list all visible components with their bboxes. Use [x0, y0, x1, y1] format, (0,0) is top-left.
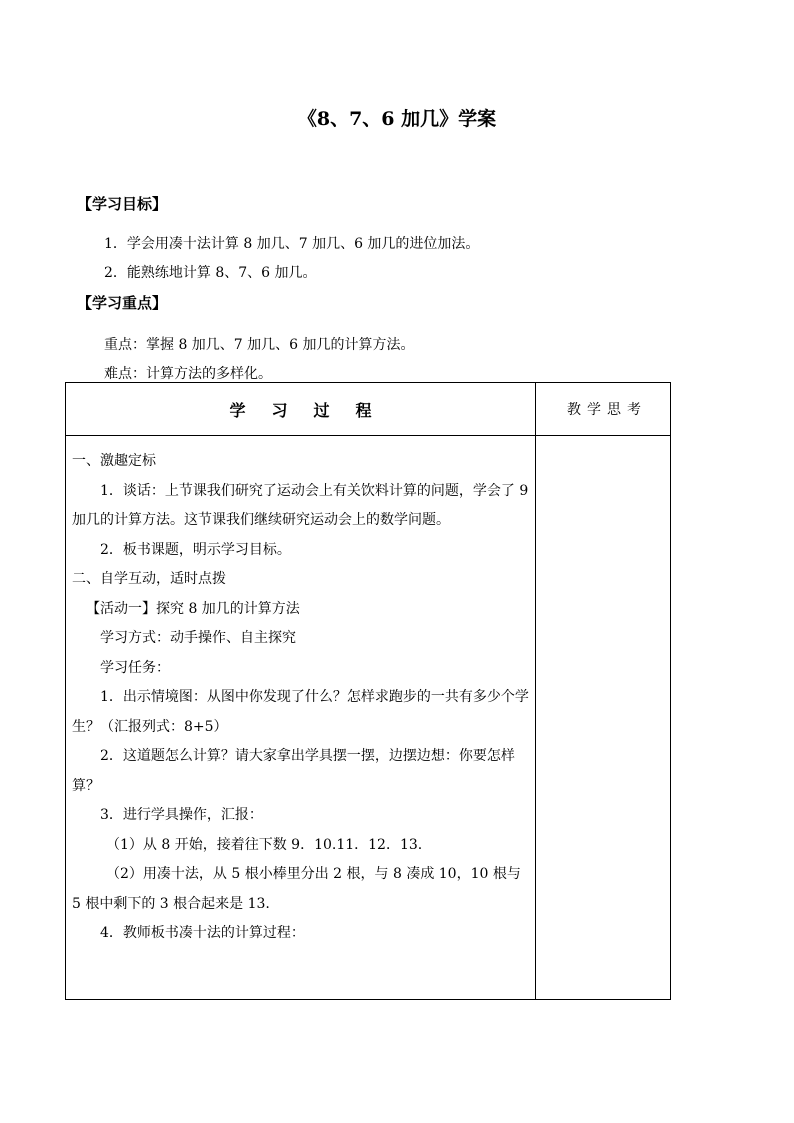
header-divider [66, 435, 670, 436]
difficult-point: 难点：计算方法的多样化。 [104, 366, 272, 382]
paragraph: 1．谈话：上节课我们研究了运动会上有关饮料计算的问题，学会了 9 加几的计算方法。这节课我们继续研究运动会上的数学问题。 [72, 482, 529, 528]
section-heading: 二、自学互动，适时点拨 [72, 571, 226, 587]
process-content [72, 447, 530, 949]
header-char: 习 [271, 400, 288, 420]
header-char: 思 [607, 402, 621, 418]
activity-title: 【活动一】探究 8 加几的计算方法 [86, 600, 300, 617]
header-study-process [66, 383, 535, 435]
section-heading: 一、激趣定标 [72, 453, 156, 469]
header-char: 程 [355, 400, 372, 420]
header-char: 考 [627, 402, 641, 418]
paragraph: 2．板书课题，明示学习目标。 [100, 541, 291, 558]
header-char: 过 [313, 400, 330, 420]
paragraph: 1．出示情境图：从图中你发现了什么？怎样求跑步的一共有多少个学生？（汇报列式：8+5） [72, 689, 529, 735]
document-title: 《8、7、6 加几》学案 [297, 108, 497, 130]
header-char: 学 [587, 402, 601, 418]
header-char: 教 [567, 402, 581, 418]
goal-item: 2．能熟练地计算 8、7、6 加几。 [104, 265, 317, 281]
goals-heading: 【学习目标】 [77, 195, 168, 213]
paragraph: （2）用凑十法，从 5 根小棒里分出 2 根，与 8 凑成 10，10 根与 5 根中剩下的 3 根合起来是 13. [72, 866, 521, 912]
paragraph: 4．教师板书凑十法的计算过程： [100, 925, 305, 941]
study-process-table [65, 382, 671, 1000]
key-point: 重点：掌握 8 加几、7 加几、6 加几的计算方法。 [104, 337, 415, 353]
key-heading: 【学习重点】 [77, 294, 168, 312]
paragraph: 3．进行学具操作，汇报： [100, 807, 263, 823]
paragraph: 学习任务： [100, 659, 170, 676]
goal-item: 1．学会用凑十法计算 8 加几、7 加几、6 加几的进位加法。 [104, 236, 480, 252]
paragraph: 学习方式：动手操作、自主探究 [100, 630, 296, 646]
header-char: 学 [229, 400, 246, 420]
column-divider [535, 383, 536, 999]
paragraph: （1）从 8 开始，接着往下数 9．10.11．12．13. [106, 836, 423, 853]
paragraph: 2．这道题怎么计算？请大家拿出学具摆一摆，边摆边想：你要怎样算？ [72, 748, 515, 794]
header-teaching-reflection [536, 383, 672, 435]
